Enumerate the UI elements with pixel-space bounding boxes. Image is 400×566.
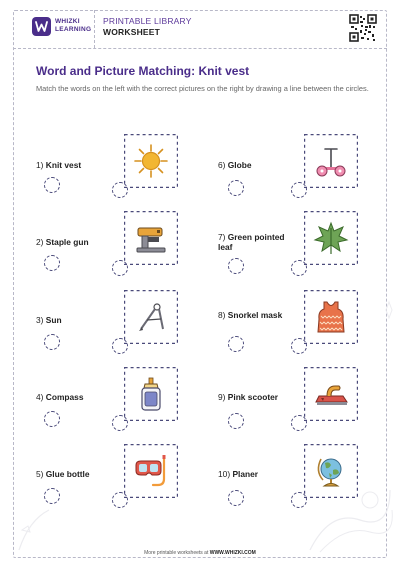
word-number: 9) (218, 392, 226, 402)
page-title: Word and Picture Matching: Knit vest (36, 64, 250, 78)
word-text: Sun (45, 315, 62, 325)
whizki-logo-icon[interactable] (32, 17, 51, 36)
picture-box (124, 367, 178, 421)
word-text: Knit vest (45, 160, 82, 170)
compass-icon (133, 299, 169, 335)
word-number: 8) (218, 310, 226, 320)
word-number: 5) (36, 469, 44, 479)
header-divider-line (13, 48, 387, 49)
knit-vest-icon (313, 299, 349, 335)
picture-box (124, 290, 178, 344)
instructions-text: Match the words on the left with the correct pictures on the right by drawing a line between the circles. (36, 84, 369, 93)
word-text: Glue bottle (45, 469, 90, 479)
word-text: Globe (227, 160, 252, 170)
background-doodle-icon (14, 500, 54, 555)
qr-code-icon[interactable] (349, 14, 377, 42)
word-item-9 (218, 392, 278, 402)
left-match-circle[interactable] (44, 411, 60, 427)
picture-box (124, 211, 178, 265)
picture-box (304, 134, 358, 188)
header-vertical-divider (94, 10, 95, 48)
sun-icon (133, 143, 169, 179)
word-text: Staple gun (45, 237, 89, 247)
logo-text (55, 18, 91, 34)
word-item-7 (218, 232, 296, 252)
word-number: 7) (218, 232, 226, 242)
word-text: Compass (45, 392, 84, 402)
word-item-4 (36, 392, 83, 402)
left-match-circle[interactable] (44, 488, 60, 504)
library-subtitle: WORKSHEET (103, 27, 161, 37)
left-match-circle[interactable] (228, 413, 244, 429)
staple-gun-icon (133, 220, 169, 256)
snorkel-mask-icon (133, 453, 169, 489)
word-number: 2) (36, 237, 44, 247)
logo-line-1: WHIZKI (55, 18, 80, 25)
pink-scooter-icon (313, 143, 349, 179)
word-number: 6) (218, 160, 226, 170)
picture-box (124, 444, 178, 498)
background-doodle-icon (380, 300, 398, 320)
word-number: 3) (36, 315, 44, 325)
word-item-5 (36, 469, 90, 479)
word-number: 1) (36, 160, 44, 170)
word-text: Planer (232, 469, 259, 479)
word-item-8 (218, 310, 296, 320)
library-title: PRINTABLE LIBRARY (103, 16, 192, 26)
footer-site-link[interactable]: WWW.WHIZKI.COM (209, 550, 256, 556)
picture-box (304, 367, 358, 421)
footer (0, 550, 400, 556)
globe-icon (313, 453, 349, 489)
word-number: 4) (36, 392, 44, 402)
word-item-6 (218, 160, 252, 170)
word-item-3 (36, 315, 62, 325)
logo-line-2: LEARNING (55, 26, 92, 33)
word-number: 10) (218, 469, 231, 479)
picture-box (304, 444, 358, 498)
word-text: Green pointed leaf (218, 232, 285, 252)
left-match-circle[interactable] (228, 336, 244, 352)
left-match-circle[interactable] (228, 180, 244, 196)
word-text: Pink scooter (227, 392, 279, 402)
glue-bottle-icon (133, 376, 169, 412)
footer-prefix: More printable worksheets at (144, 550, 209, 556)
word-item-2 (36, 237, 89, 247)
picture-box (304, 290, 358, 344)
left-match-circle[interactable] (228, 258, 244, 274)
picture-box (304, 211, 358, 265)
green-leaf-icon (313, 220, 349, 256)
left-match-circle[interactable] (228, 490, 244, 506)
word-item-10 (218, 469, 258, 479)
planer-icon (313, 376, 349, 412)
left-match-circle[interactable] (44, 334, 60, 350)
word-item-1 (36, 160, 81, 170)
picture-box (124, 134, 178, 188)
word-text: Snorkel mask (227, 310, 283, 320)
left-match-circle[interactable] (44, 255, 60, 271)
left-match-circle[interactable] (44, 177, 60, 193)
